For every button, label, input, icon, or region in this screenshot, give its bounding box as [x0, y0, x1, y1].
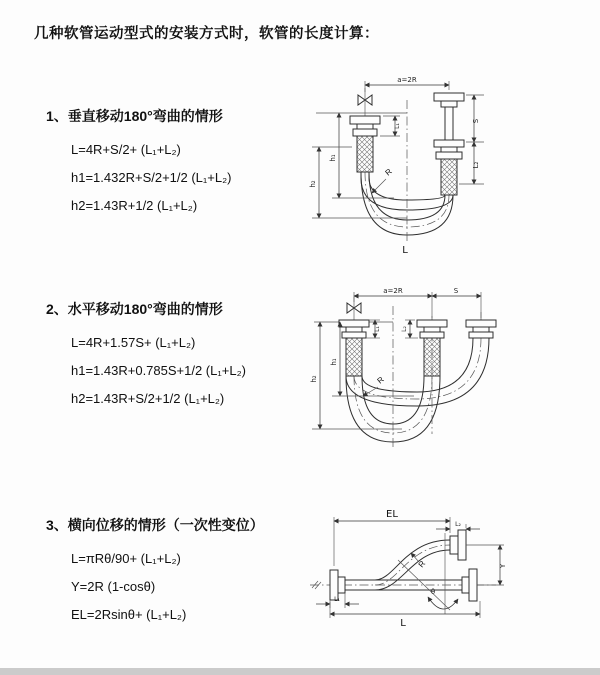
section-2-heading: 2、水平移动180°弯曲的情形: [46, 301, 223, 317]
d2-radius-callout: [363, 375, 386, 396]
d3-hose-curves: [375, 540, 450, 590]
scan-edge-artifact: [0, 668, 600, 675]
dim-label-el: EL: [386, 509, 398, 520]
diagram-vertical-180-bend: [302, 72, 582, 257]
dim-label-a2r: a=2R: [397, 76, 417, 84]
dim-label-l2: L₂: [455, 521, 461, 528]
section-vertical-movement: [46, 106, 326, 220]
d1-dim-a2r: [365, 76, 449, 92]
dim-label-l2: L₂: [401, 326, 408, 332]
dim-label-a2r: a=2R: [383, 287, 403, 295]
dim-label-l1: L₁: [374, 326, 381, 332]
dim-label-l1: L₁: [334, 596, 340, 603]
d2-dim-l2: [401, 320, 418, 338]
dim-label-y: Y: [499, 563, 507, 569]
d3-dim-l: [330, 601, 480, 629]
dim-label-theta: θ: [430, 588, 436, 596]
dim-label-r: R: [383, 166, 394, 178]
d1-radius-callout: [372, 167, 394, 193]
d1-dim-l1: [380, 116, 401, 136]
d3-top-right-fitting: [450, 530, 466, 560]
dim-label-s: S: [453, 287, 459, 295]
formula-line: h2=1.43R+S/2+1/2 (L₁+L₂): [71, 391, 225, 406]
formula-line: EL=2Rsinθ+ (L₁+L₂): [71, 607, 187, 622]
formula-line: Y=2R (1-cosθ): [71, 579, 156, 594]
formula-line: L=4R+S/2+ (L₁+L₂): [71, 142, 181, 157]
dim-label-s: S: [472, 118, 480, 124]
formula-line: h1=1.43R+0.785S+1/2 (L₁+L₂): [71, 363, 246, 378]
dim-label-l-total: L: [400, 618, 406, 629]
dim-label-l2: L₂: [472, 161, 480, 169]
d1-right-fitting: [434, 93, 464, 195]
dim-label-l-total: L: [402, 245, 408, 256]
dim-label-r: R: [375, 374, 386, 386]
d2-middle-fitting: [417, 320, 447, 376]
formula-line: L=4R+1.57S+ (L₁+L₂): [71, 335, 196, 350]
d3-dim-el: [334, 509, 450, 566]
section-1-heading: 1、垂直移动180°弯曲的情形: [46, 108, 223, 124]
section-3-heading: 3、横向位移的情形（一次性变位）: [46, 517, 264, 533]
d1-valve-icon: [358, 88, 372, 116]
dim-label-h1: h₁: [329, 154, 337, 162]
d1-left-fitting: [350, 116, 380, 172]
dim-label-h2: h₂: [310, 375, 318, 383]
page-title: 几种软管运动型式的安装方式时，软管的长度计算：: [34, 26, 379, 42]
formula-line: h2=1.43R+1/2 (L₁+L₂): [71, 198, 198, 213]
section-horizontal-movement: [46, 299, 326, 413]
d3-dim-l1: [316, 593, 359, 608]
d3-radius-callout: [411, 553, 427, 569]
dim-label-l1: L₁: [394, 123, 401, 129]
dim-label-h2: h₂: [309, 180, 317, 188]
diagram-horizontal-180-bend: [302, 284, 592, 459]
section-lateral-displacement: [46, 515, 326, 629]
d2-dim-a2r: [354, 287, 481, 318]
formula-line: h1=1.432R+S/2+1/2 (L₁+L₂): [71, 170, 232, 185]
d2-hose-curves: [346, 338, 489, 442]
dim-label-h1: h₁: [330, 358, 338, 366]
d3-dim-l2: [436, 521, 480, 529]
dim-label-r: R: [416, 559, 428, 570]
formula-line: L=πRθ/90+ (L₁+L₂): [71, 551, 181, 566]
diagram-lateral-displacement: [300, 500, 595, 655]
d2-left-fitting: [339, 320, 369, 376]
d2-right-fitting: [466, 320, 496, 338]
